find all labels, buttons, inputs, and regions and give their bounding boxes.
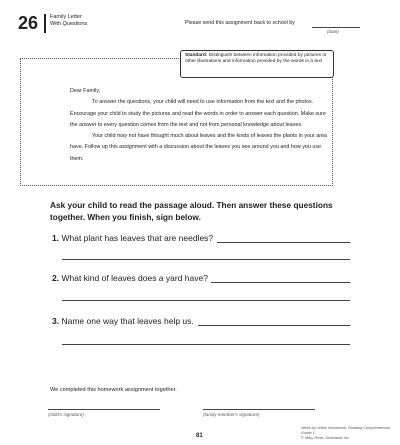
family-letter [70, 86, 328, 165]
standard-label: Standard: [185, 53, 208, 58]
answer-1-line-1[interactable] [217, 242, 350, 243]
family-signature-line[interactable] [203, 409, 315, 410]
letter-paragraph-2: Your child may not have thought much about leaves and the kinds of leaves the plants in your area have. Follow up this assignment with a discussion about the leaves you see around you and how you use them. [70, 133, 328, 162]
standard-box [180, 50, 334, 78]
question-3 [52, 316, 194, 326]
page-number: 81 [196, 433, 203, 439]
answer-2-line-2[interactable] [62, 300, 350, 301]
letter-paragraph-1: To answer the questions, your child will need to use information from the text and the photos. Encourage your child to study the pictures and read the words in order to answer each question. Make sure the answer to every question comes from the text and not from personal knowledge about leaves. [70, 99, 326, 128]
child-signature-label: (child's signature) [48, 412, 84, 417]
answer-1-line-2[interactable] [62, 259, 350, 260]
completed-statement: We completed this homework assignment together. [50, 387, 177, 393]
credit-line [301, 426, 396, 441]
child-signature-line[interactable] [48, 409, 160, 410]
header-title-line1: Family Letter [50, 14, 82, 20]
credit-line-2: © Mary Rose, Scholastic Inc. [301, 436, 350, 440]
header-title [50, 14, 87, 28]
question-1 [52, 233, 213, 243]
send-back-text: Please send this assignment back to school by [185, 20, 295, 26]
answer-2-line-1[interactable] [211, 282, 350, 283]
question-3-text: Name one way that leaves help us. [61, 316, 194, 326]
standard-text: Distinguish between information provided by pictures or other illustrations and information provided by the words in a text [185, 53, 327, 64]
question-2 [52, 273, 208, 283]
letter-greeting: Dear Family, [70, 88, 101, 94]
question-2-number: 2. [52, 273, 60, 283]
family-signature-label: (family member's signature) [203, 412, 260, 417]
header-title-line2: With Questions [50, 21, 88, 27]
question-3-number: 3. [52, 316, 60, 326]
answer-3-line-1[interactable] [198, 325, 350, 326]
credit-line-1: Week-by-Week Homework: Reading Comprehension Grade 1 [301, 426, 391, 435]
question-1-number: 1. [52, 233, 60, 243]
date-field[interactable] [312, 27, 360, 28]
question-1-text: What plant has leaves that are needles? [61, 233, 214, 243]
header-divider [44, 14, 46, 33]
date-label: (date) [327, 29, 339, 34]
question-2-text: What kind of leaves does a yard have? [61, 273, 208, 283]
answer-3-line-2[interactable] [62, 344, 350, 345]
page-badge-number: 26 [18, 13, 39, 33]
instructions: Ask your child to read the passage aloud. Then answer these questions together. When you finish, sign below. [50, 200, 333, 222]
